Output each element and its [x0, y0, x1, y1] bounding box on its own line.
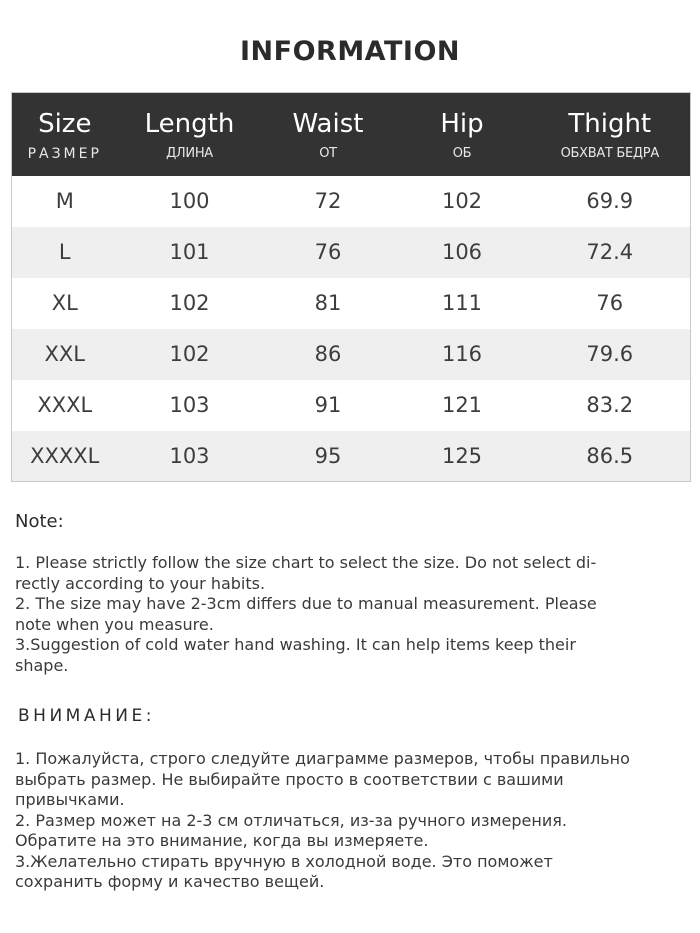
table-cell: 103 [169, 393, 210, 417]
header-waist [262, 93, 395, 176]
note-ru-heading: ВНИМАНИЕ: [18, 706, 155, 726]
table-cell: 116 [441, 342, 483, 366]
page-title: INFORMATION [239, 36, 460, 67]
note-ru-line: 1. Пожалуйста, строго следуйте диаграмме размеров, чтобы правильно [15, 749, 630, 768]
header-label: Waist [292, 109, 364, 140]
table-cell: 81 [314, 291, 342, 315]
table-cell: 106 [441, 240, 483, 264]
note-line: 2. The size may have 2-3cm differs due to manual measurement. Please [15, 594, 597, 613]
table-row [12, 380, 691, 431]
table-cell: 79.6 [586, 342, 634, 366]
note-line: rectly according to your habits. [15, 573, 266, 593]
table-cell: 83.2 [586, 393, 634, 417]
header-hip [395, 93, 530, 176]
table-cell: M [55, 189, 74, 213]
table-cell: 86.5 [586, 443, 634, 468]
table-cell: XXXL [37, 393, 93, 417]
note-ru-text [15, 749, 685, 893]
header-sublabel: ОБХВАТ БЕДРА [560, 146, 659, 162]
header-label: Size [38, 109, 92, 140]
note-line: 3.Suggestion of cold water hand washing. It can help items keep their [15, 635, 576, 654]
header-sublabel: РАЗМЕР [27, 146, 102, 163]
note-heading: Note: [15, 511, 64, 532]
note-line: note when you measure. [15, 614, 214, 634]
table-cell: 102 [169, 342, 210, 366]
table-cell: L [58, 240, 71, 264]
note-line: shape. [15, 655, 69, 675]
note-ru-line: 2. Размер может на 2-3 см отличаться, из-за ручного измерения. [15, 810, 567, 830]
table-cell: 121 [441, 393, 483, 417]
note-ru-line: привычками. [15, 790, 125, 809]
size-chart-table [11, 92, 691, 482]
table-row [12, 431, 691, 482]
table-cell: XXL [44, 342, 85, 366]
note-ru-line: выбрать размер. Не выбирайте просто в соответствии с вашими [15, 769, 564, 789]
header-length [118, 93, 262, 176]
table-cell: 100 [169, 189, 210, 213]
table-cell: 103 [169, 443, 210, 468]
table-cell: XXXXL [30, 443, 100, 468]
header-label: Thight [568, 109, 652, 140]
note-ru-line: Обратите на это внимание, когда вы измеряете. [15, 831, 429, 850]
table-row [12, 176, 691, 227]
header-label: Hip [440, 109, 484, 140]
table-row [12, 329, 691, 380]
header-sublabel: ОТ [319, 146, 337, 162]
table-cell: XL [51, 291, 78, 315]
table-cell: 111 [441, 291, 483, 315]
table-cell: 76 [314, 240, 342, 264]
table-cell: 101 [169, 240, 210, 264]
table-cell: 102 [441, 189, 483, 213]
table-header-row [12, 93, 691, 176]
table-cell: 76 [596, 291, 624, 315]
header-sublabel: ОБ [452, 146, 472, 162]
table-cell: 72 [314, 189, 342, 213]
table-cell: 95 [314, 443, 342, 468]
header-thigh [530, 93, 691, 176]
note-line: 1. Please strictly follow the size chart to select the size. Do not select di- [15, 553, 597, 572]
header-sublabel: ДЛИНА [166, 146, 213, 162]
table-cell: 72.4 [586, 240, 634, 264]
note-ru-line: 3.Желательно стирать вручную в холодной воде. Это поможет [15, 851, 553, 871]
table-cell: 91 [314, 393, 342, 417]
header-label: Length [144, 109, 235, 140]
table-cell: 69.9 [586, 189, 634, 213]
note-ru-line: сохранить форму и качество вещей. [15, 872, 325, 891]
table-cell: 86 [314, 342, 342, 366]
note-text [15, 553, 675, 676]
table-row [12, 227, 691, 278]
table-cell: 125 [441, 443, 483, 468]
header-size [12, 93, 118, 176]
table-row [12, 278, 691, 329]
table-cell: 102 [169, 291, 210, 315]
